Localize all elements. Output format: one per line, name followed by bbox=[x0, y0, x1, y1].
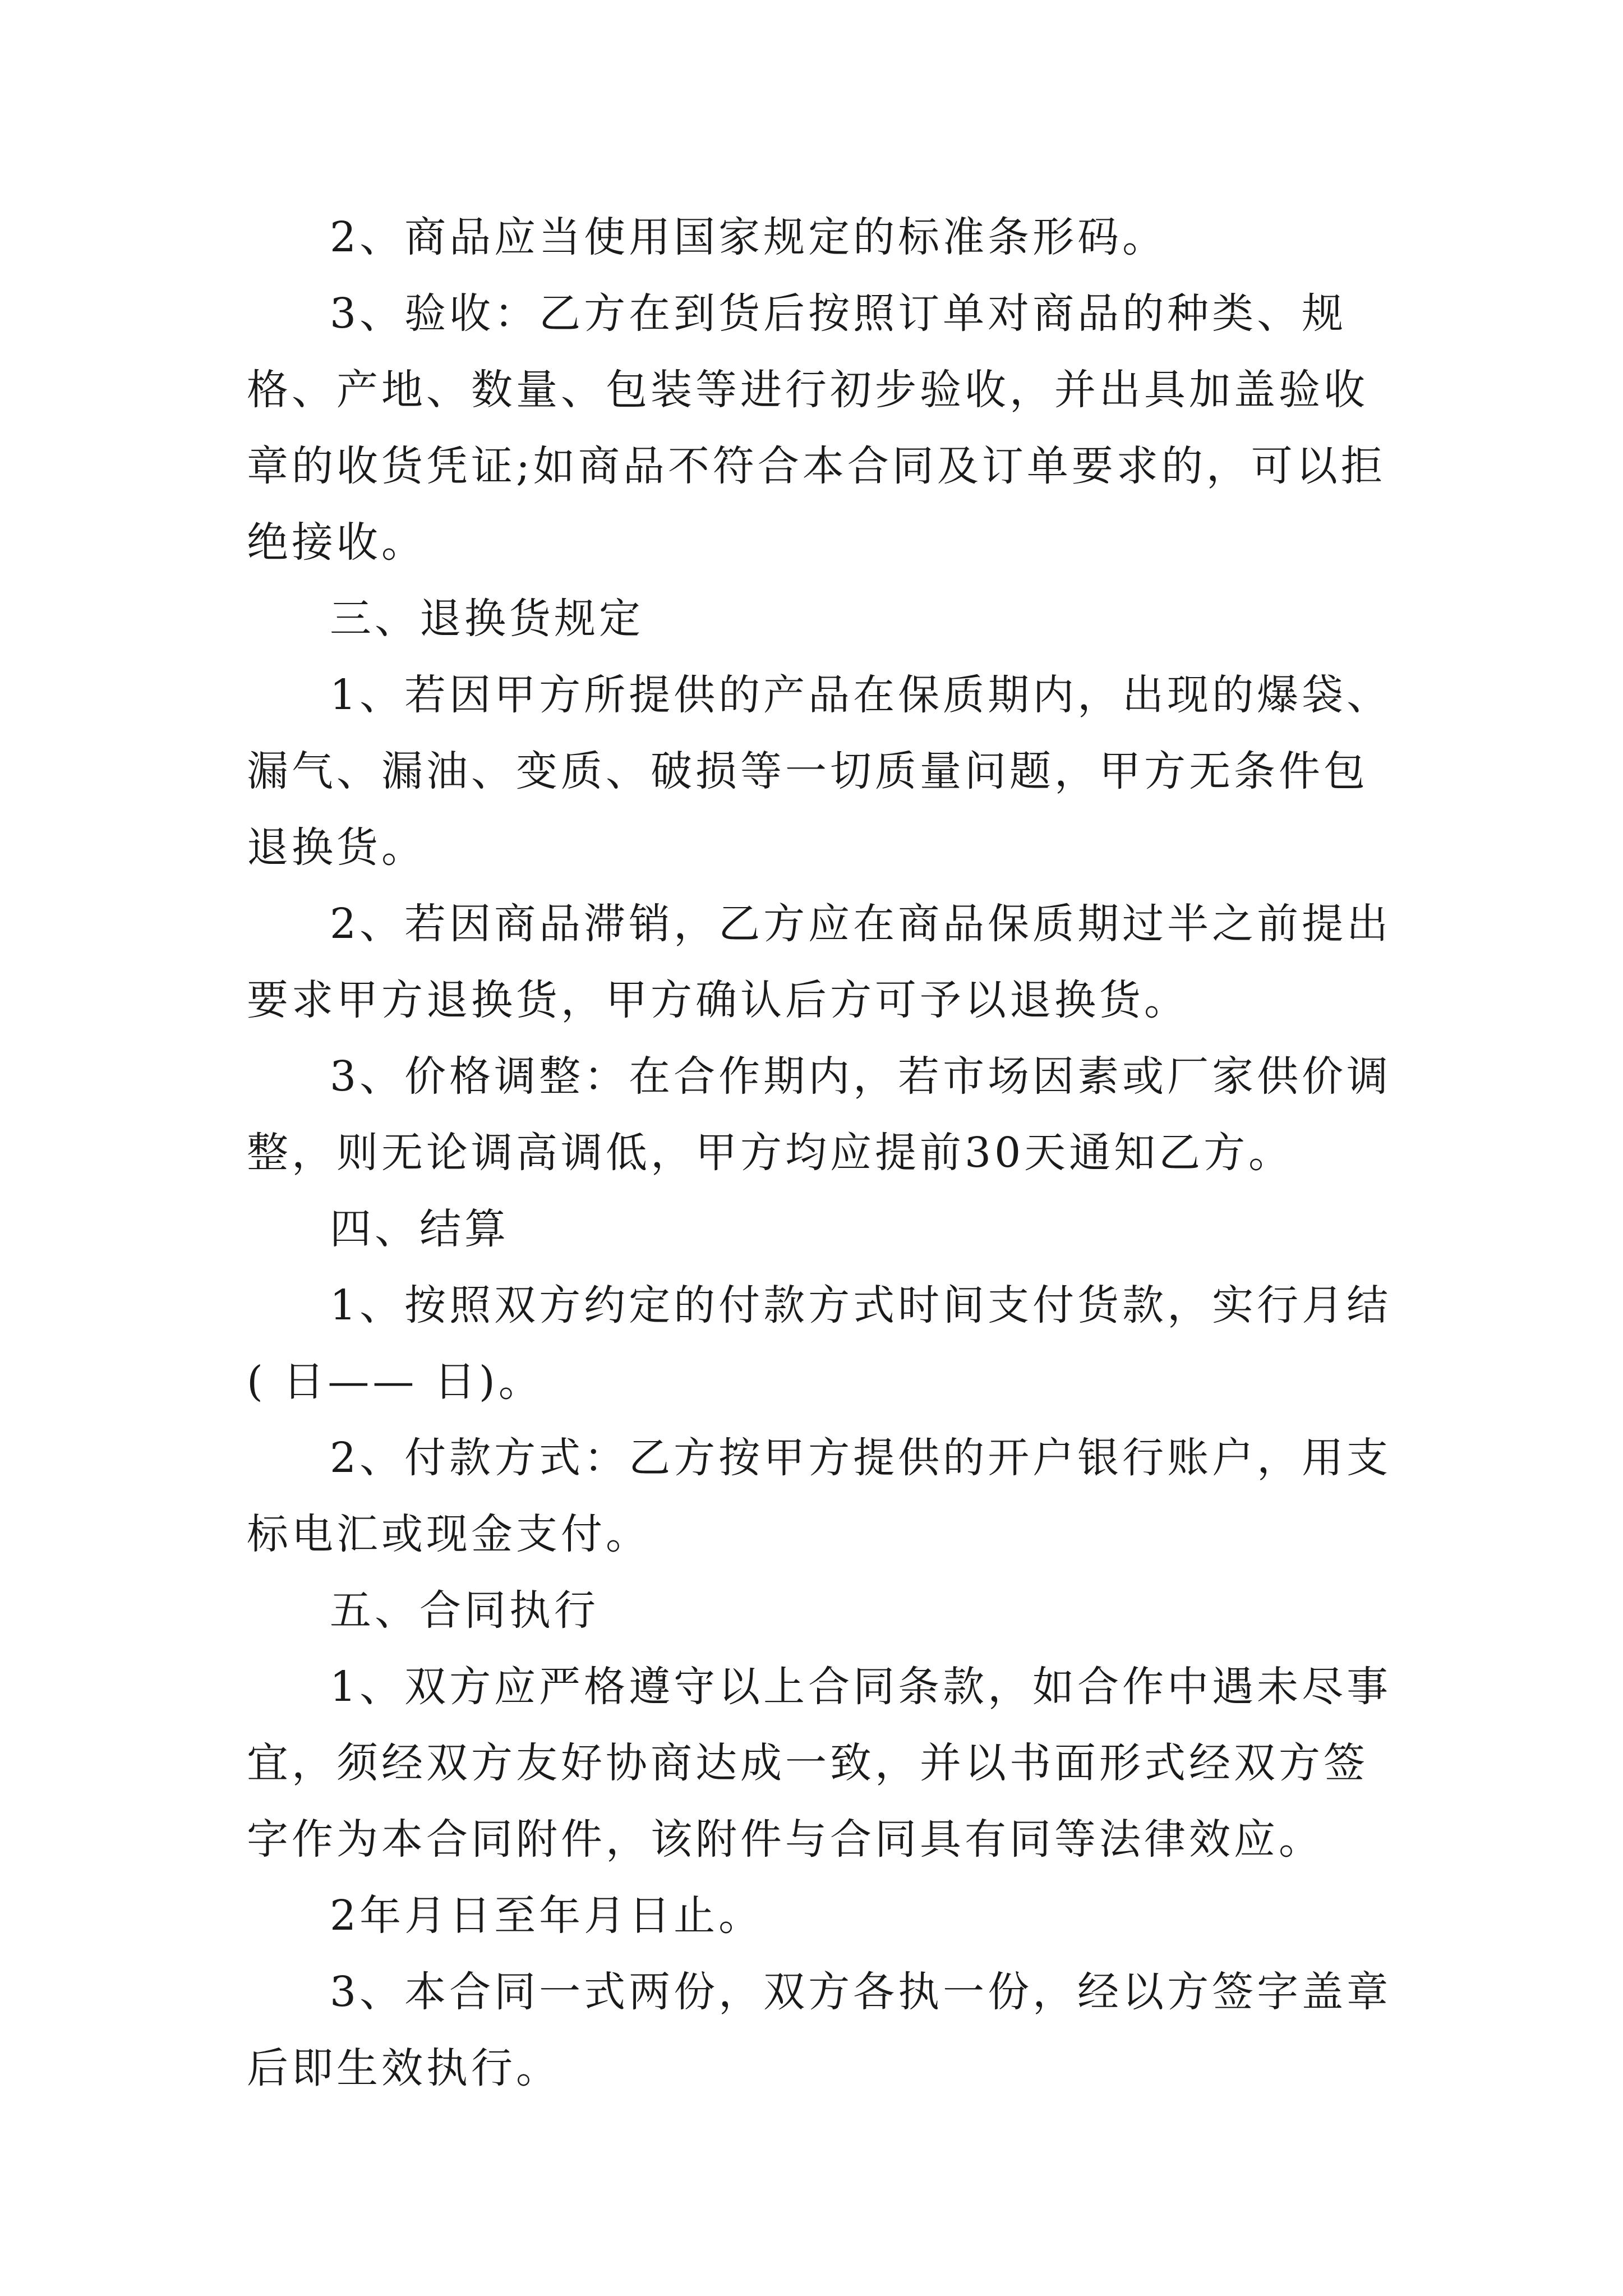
paragraph-price-adjustment: 3、价格调整：在合作期内，若市场因素或厂家供价调整，则无论调高调低，甲方均应提前30天通知乙方。 bbox=[247, 1052, 1392, 1177]
section-heading-execution: 五、合同执行 bbox=[330, 1586, 599, 1635]
paragraph-copies: 3、本合同一式两份，双方各执一份，经以方签字盖章后即生效执行。 bbox=[247, 1968, 1392, 2092]
document-body bbox=[247, 199, 1402, 2106]
section-heading-settlement: 四、结算 bbox=[330, 1205, 509, 1253]
paragraph-term: 2年月日至年月日止。 bbox=[330, 1892, 764, 1940]
paragraph-monthly-settlement: 1、按照双方约定的付款方式时间支付货款，实行月结( 日—— 日)。 bbox=[247, 1281, 1392, 1406]
paragraph-barcode: 2、商品应当使用国家规定的标准条形码。 bbox=[330, 213, 1168, 261]
paragraph-compliance: 1、双方应严格遵守以上合同条款，如合作中遇未尽事宜，须经双方友好协商达成一致，并以书面形式经双方签字作为本合同附件，该附件与合同具有同等法律效应。 bbox=[247, 1663, 1392, 1864]
paragraph-payment-method: 2、付款方式：乙方按甲方提供的开户银行账户，用支标电汇或现金支付。 bbox=[247, 1434, 1392, 1558]
paragraph-acceptance: 3、验收：乙方在到货后按照订单对商品的种类、规格、产地、数量、包装等进行初步验收，并出具加盖验收章的收货凭证;如商品不符合本合同及订单要求的，可以拒绝接收。 bbox=[247, 289, 1386, 567]
section-heading-returns: 三、退换货规定 bbox=[330, 595, 644, 643]
paragraph-quality-returns: 1、若因甲方所提供的产品在保质期内，出现的爆袋、漏气、漏油、变质、破损等一切质量问题，甲方无条件包退换货。 bbox=[247, 671, 1392, 872]
paragraph-slow-sales: 2、若因商品滞销，乙方应在商品保质期过半之前提出要求甲方退换货，甲方确认后方可予以退换货。 bbox=[247, 900, 1392, 1024]
